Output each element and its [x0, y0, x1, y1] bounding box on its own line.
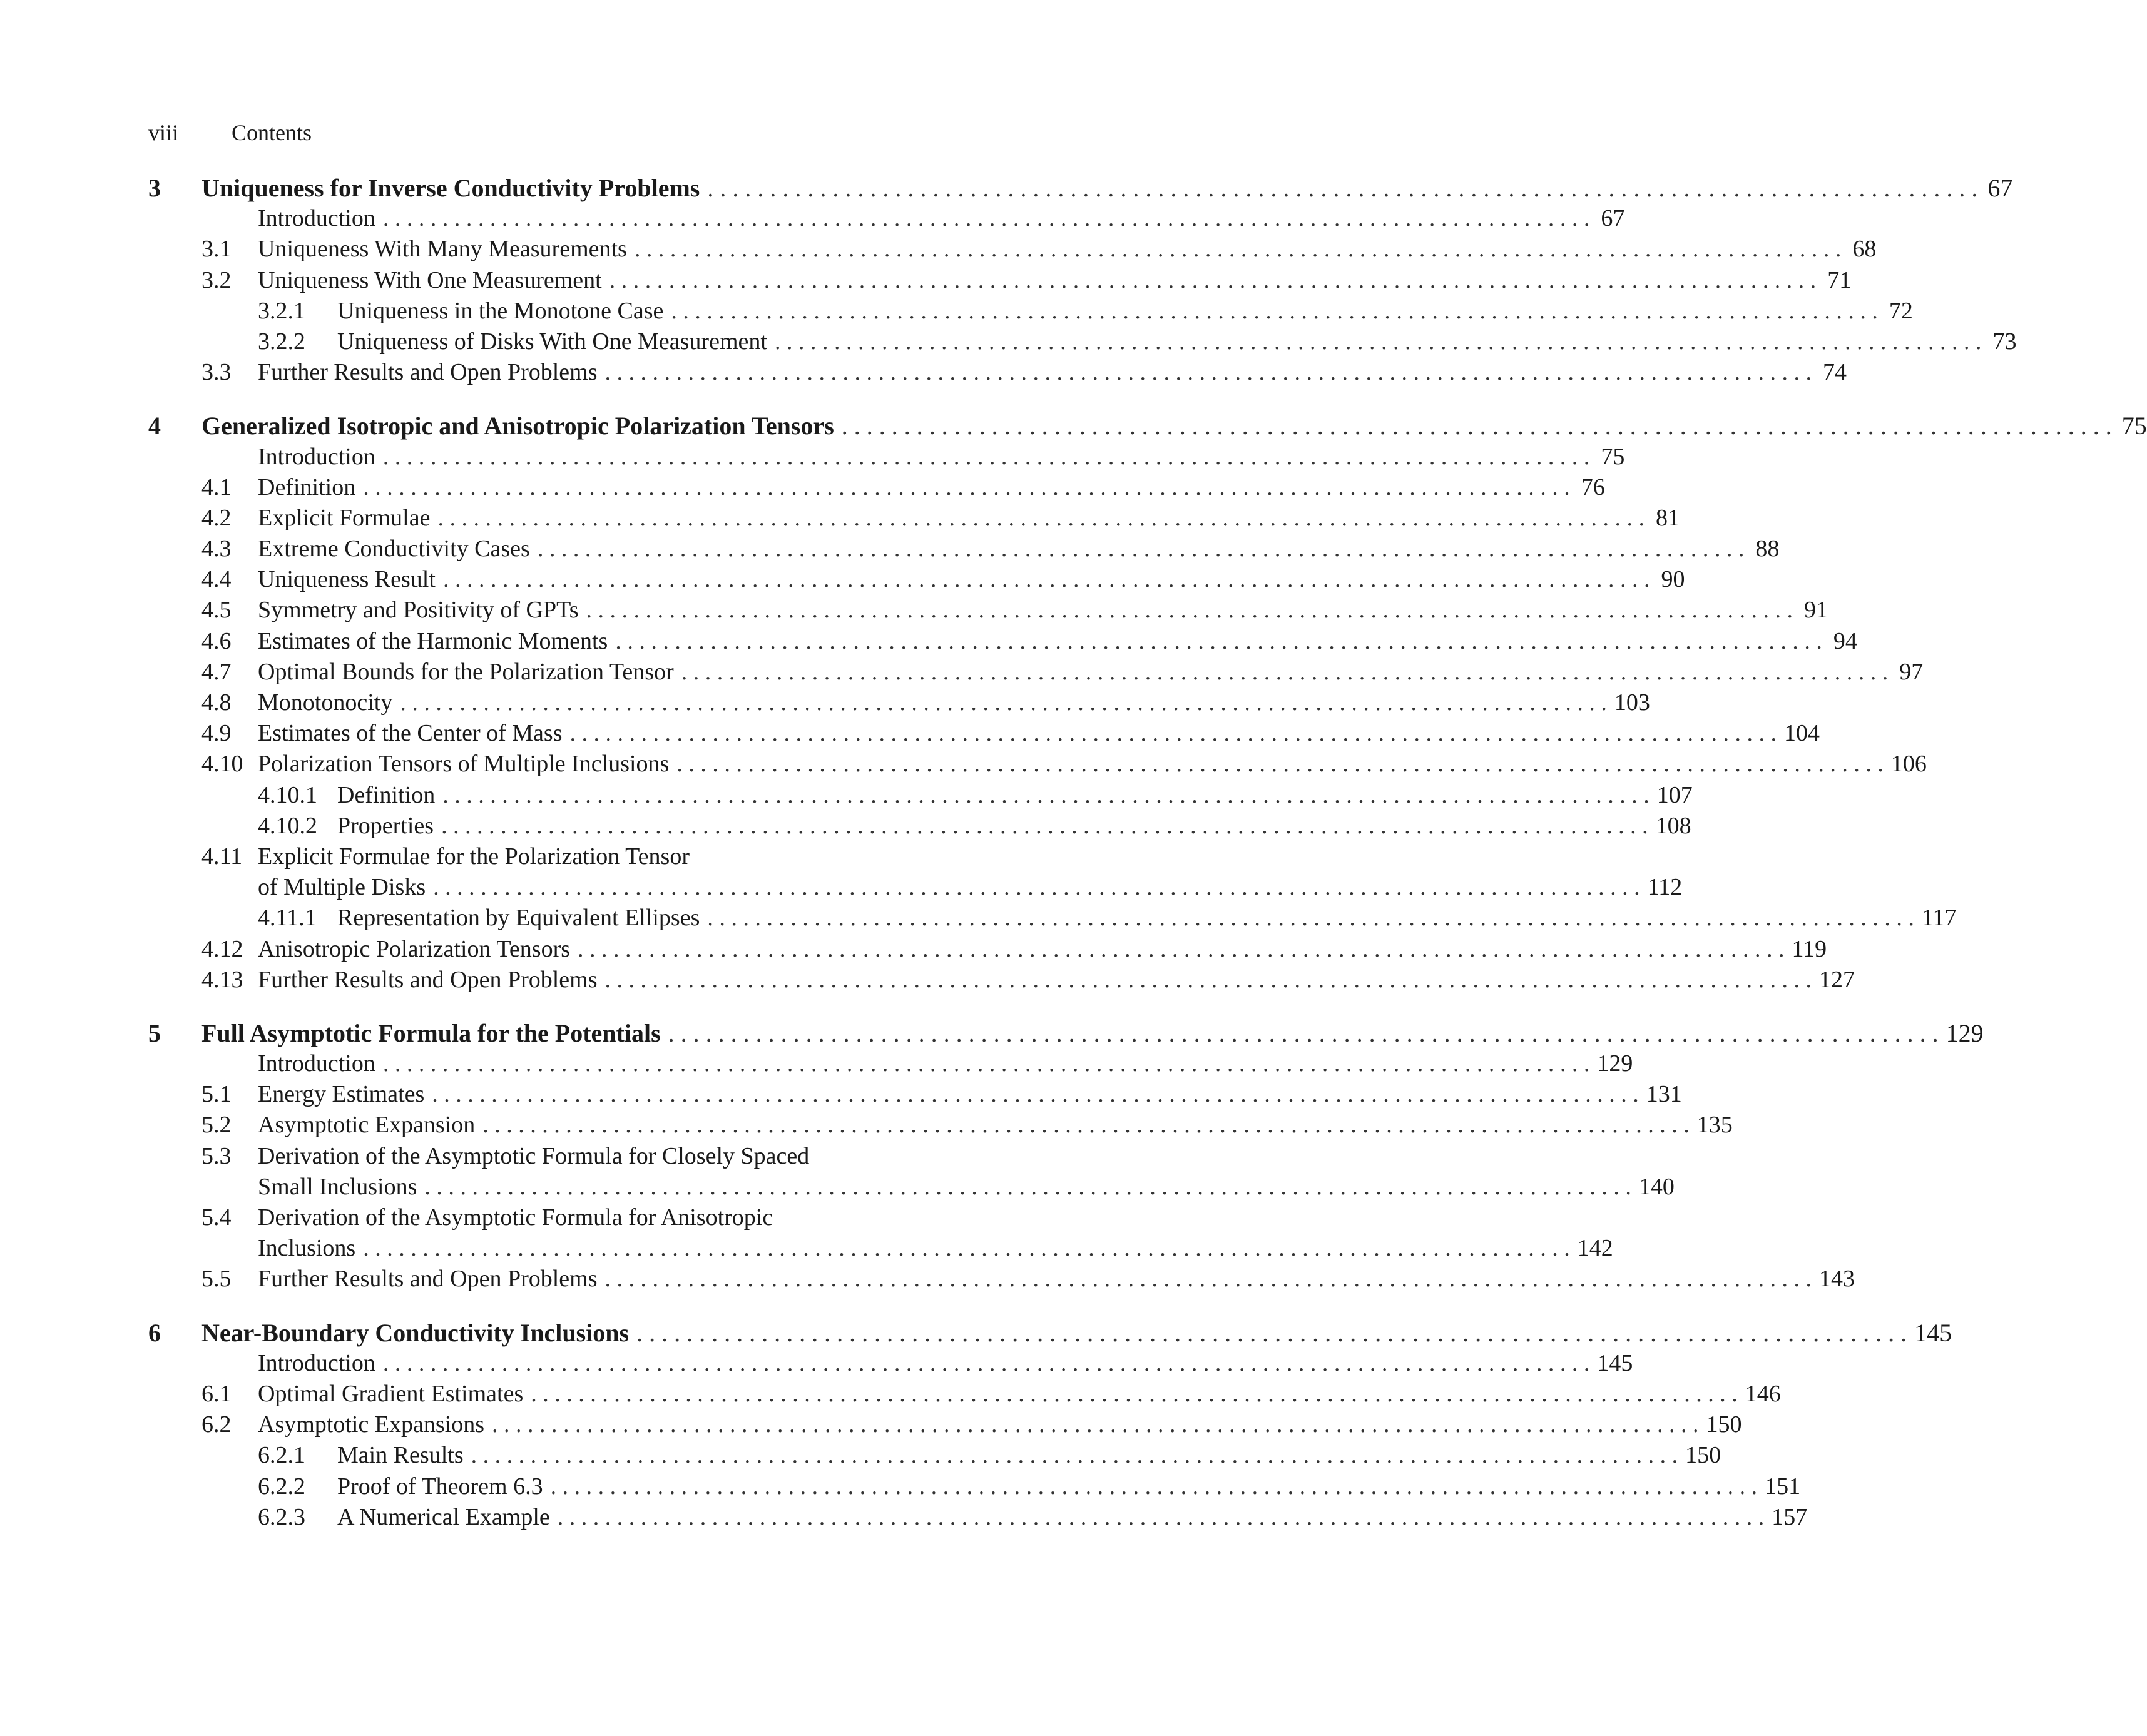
toc-entry-continuation[interactable] — [148, 872, 1683, 903]
entry-number: 6.1 — [201, 1380, 232, 1407]
dot-leader — [570, 718, 1777, 749]
toc-subentry[interactable] — [148, 327, 2017, 357]
entry-page: 150 — [1706, 1411, 1742, 1438]
entry-title: Asymptotic Expansion — [258, 1112, 476, 1139]
table-of-contents — [148, 173, 2147, 1555]
entry-title: Optimal Bounds for the Polarization Tensor — [258, 658, 674, 685]
entry-number: 4.3 — [201, 536, 232, 562]
entry-title: Definition — [337, 781, 436, 808]
toc-entry[interactable] — [148, 1079, 1682, 1110]
running-head — [148, 118, 312, 148]
entry-title: Uniqueness of Disks With One Measurement — [337, 328, 767, 355]
chapter-heading[interactable] — [148, 1317, 1952, 1348]
entry-title: Representation by Equivalent Ellipses — [337, 905, 700, 931]
entry-number: 6.2.3 — [258, 1503, 305, 1530]
entry-title: Proof of Theorem 6.3 — [337, 1473, 543, 1500]
entry-number: 3.2.1 — [258, 297, 305, 324]
entry-page: 103 — [1614, 689, 1650, 716]
entry-page: 150 — [1685, 1442, 1721, 1469]
entry-page: 67 — [1987, 174, 2013, 202]
entry-page: 135 — [1696, 1112, 1733, 1139]
entry-number: 4.11 — [201, 843, 243, 870]
entry-title: Asymptotic Expansions — [258, 1411, 485, 1438]
entry-page: 90 — [1661, 566, 1685, 593]
entry-number: 4.1 — [201, 474, 232, 500]
entry-page: 117 — [1921, 905, 1957, 931]
page-folio: viii — [148, 120, 179, 145]
entry-page: 75 — [1601, 443, 1625, 470]
dot-leader — [707, 173, 1977, 203]
dot-leader — [442, 780, 1650, 811]
chapter-block — [148, 1018, 1984, 1295]
dot-leader — [668, 1018, 1939, 1048]
dot-leader — [605, 965, 1812, 995]
toc-entry[interactable] — [148, 1141, 1012, 1172]
entry-number: 4.13 — [201, 966, 243, 993]
entry-title: Extreme Conductivity Cases — [258, 536, 530, 562]
entry-number: 3.2 — [201, 266, 232, 293]
entry-number: 4.5 — [201, 597, 232, 624]
dot-leader — [424, 1172, 1631, 1202]
dot-leader — [432, 1079, 1639, 1110]
entry-page: 145 — [1914, 1318, 1952, 1347]
entry-page: 75 — [2121, 412, 2147, 440]
entry-title: Polarization Tensors of Multiple Inclusions — [258, 751, 670, 778]
entry-page: 129 — [1597, 1050, 1633, 1077]
entry-page: 108 — [1655, 812, 1691, 839]
entry-title: Uniqueness With One Measurement — [258, 266, 602, 293]
entry-title: Near-Boundary Conductivity Inclusions — [201, 1318, 630, 1347]
entry-title: Introduction — [258, 1349, 375, 1376]
entry-number: 6 — [148, 1318, 161, 1347]
entry-title: A Numerical Example — [337, 1503, 550, 1530]
toc-subentry[interactable] — [148, 780, 1693, 811]
entry-title: Introduction — [258, 1050, 375, 1077]
entry-page: 140 — [1638, 1173, 1675, 1200]
dot-leader — [842, 410, 2112, 441]
entry-page: 145 — [1597, 1349, 1633, 1376]
entry-page: 119 — [1792, 935, 1827, 962]
chapter-block — [148, 173, 2017, 388]
entry-number: 5.3 — [201, 1142, 232, 1169]
entry-number: 4.2 — [201, 504, 232, 531]
dot-leader — [558, 1502, 1765, 1533]
dot-leader — [676, 749, 1884, 779]
toc-entry[interactable] — [148, 1202, 1012, 1233]
entry-title: Estimates of the Center of Mass — [258, 720, 563, 747]
chapter-block — [148, 1317, 1952, 1533]
entry-title: Introduction — [258, 205, 375, 232]
entry-page: 104 — [1784, 720, 1820, 747]
toc-entry[interactable] — [148, 357, 1847, 388]
dot-leader — [383, 203, 1590, 234]
dot-leader — [400, 688, 1607, 718]
dot-leader — [441, 811, 1648, 841]
entry-number: 6.2.1 — [258, 1442, 305, 1469]
chapter-block — [148, 410, 2147, 995]
dot-leader — [383, 442, 1590, 472]
entry-title: of Multiple Disks — [258, 874, 426, 901]
entry-page: 94 — [1833, 627, 1857, 654]
entry-page: 68 — [1852, 236, 1877, 263]
entry-title: Further Results and Open Problems — [258, 966, 598, 993]
toc-entry[interactable] — [148, 965, 1855, 995]
toc-subentry[interactable] — [148, 1440, 1721, 1471]
toc-entry-continuation[interactable] — [148, 1233, 1613, 1264]
dot-leader — [471, 1440, 1678, 1471]
entry-number: 4.11.1 — [258, 905, 317, 931]
dot-leader — [578, 934, 1785, 965]
toc-entry[interactable] — [148, 934, 1827, 965]
entry-title: Further Results and Open Problems — [258, 359, 598, 386]
toc-subentry[interactable] — [148, 1471, 1801, 1502]
entry-title: Symmetry and Positivity of GPTs — [258, 597, 579, 624]
entry-page: 72 — [1889, 297, 1913, 324]
toc-entry-introduction[interactable] — [148, 442, 1625, 472]
entry-page: 146 — [1745, 1380, 1781, 1407]
entry-page: 81 — [1655, 504, 1680, 531]
entry-page: 143 — [1819, 1266, 1855, 1292]
entry-number: 4.6 — [201, 627, 232, 654]
dot-leader — [707, 903, 1914, 933]
toc-entry[interactable] — [148, 564, 1685, 595]
entry-page: 106 — [1890, 751, 1927, 778]
dot-leader — [551, 1471, 1758, 1502]
dot-leader — [775, 327, 1982, 357]
entry-number: 3.1 — [201, 236, 232, 263]
entry-page: 88 — [1755, 536, 1780, 562]
toc-subentry[interactable] — [148, 296, 1913, 327]
entry-page: 112 — [1647, 874, 1683, 901]
toc-entry[interactable] — [148, 265, 1852, 296]
entry-number: 5.1 — [201, 1081, 232, 1108]
dot-leader — [433, 872, 1640, 903]
toc-entry[interactable] — [148, 718, 1820, 749]
entry-title: Uniqueness With Many Measurements — [258, 236, 627, 263]
entry-page: 127 — [1819, 966, 1855, 993]
dot-leader — [383, 1348, 1590, 1379]
toc-subentry[interactable] — [148, 903, 1957, 933]
entry-title: Full Asymptotic Formula for the Potentials — [201, 1018, 661, 1047]
entry-title: Optimal Gradient Estimates — [258, 1380, 524, 1407]
entry-number: 5.4 — [201, 1204, 232, 1231]
entry-page: 97 — [1899, 658, 1924, 685]
dot-leader — [363, 472, 1570, 503]
dot-leader — [609, 265, 1817, 296]
entry-page: 131 — [1646, 1081, 1682, 1108]
entry-number: 4.4 — [201, 566, 232, 593]
toc-entry[interactable] — [148, 657, 1924, 688]
entry-title: Properties — [337, 812, 434, 839]
entry-number: 4.8 — [201, 689, 232, 716]
entry-page: 142 — [1577, 1235, 1613, 1262]
entry-title: Derivation of the Asymptotic Formula for Anisotropic — [258, 1204, 773, 1231]
toc-entry-introduction[interactable] — [148, 1348, 1633, 1379]
toc-entry[interactable] — [148, 503, 1680, 534]
entry-page: 74 — [1823, 359, 1847, 386]
entry-title: Generalized Isotropic and Anisotropic Polarization Tensors — [201, 412, 834, 440]
toc-entry[interactable] — [148, 534, 1780, 564]
entry-number: 3 — [148, 174, 161, 202]
dot-leader — [635, 234, 1842, 265]
entry-title: Monotonocity — [258, 689, 393, 716]
entry-title: Introduction — [258, 443, 375, 470]
entry-number: 3.3 — [201, 359, 232, 386]
toc-entry[interactable] — [148, 1110, 1733, 1140]
entry-title: Explicit Formulae — [258, 504, 431, 531]
entry-page: 151 — [1765, 1473, 1801, 1500]
entry-number: 4.10 — [201, 751, 243, 778]
entry-title: Estimates of the Harmonic Moments — [258, 627, 608, 654]
entry-number: 6.2 — [201, 1411, 232, 1438]
entry-title: Energy Estimates — [258, 1081, 425, 1108]
chapter-heading[interactable] — [148, 173, 2013, 203]
entry-number: 4.10.2 — [258, 812, 317, 839]
entry-page: 157 — [1772, 1503, 1808, 1530]
entry-page: 91 — [1803, 597, 1828, 624]
entry-page: 67 — [1601, 205, 1625, 232]
entry-page: 76 — [1581, 474, 1605, 500]
entry-page: 71 — [1827, 266, 1852, 293]
toc-entry[interactable] — [148, 1409, 1742, 1440]
dot-leader — [437, 503, 1645, 534]
entry-title: Uniqueness for Inverse Conductivity Problems — [201, 174, 700, 202]
entry-number: 4.12 — [201, 935, 243, 962]
entry-number: 4.9 — [201, 720, 232, 747]
entry-number: 5.5 — [201, 1266, 232, 1292]
dot-leader — [363, 1233, 1570, 1264]
toc-entry-introduction[interactable] — [148, 203, 1625, 234]
toc-subentry[interactable] — [148, 811, 1691, 841]
dot-leader — [383, 1048, 1590, 1079]
dot-leader — [492, 1409, 1699, 1440]
entry-number: 3.2.2 — [258, 328, 305, 355]
dot-leader — [482, 1110, 1690, 1140]
entry-page: 73 — [1992, 328, 2017, 355]
dot-leader — [443, 564, 1650, 595]
entry-title: Further Results and Open Problems — [258, 1266, 598, 1292]
entry-title: Derivation of the Asymptotic Formula for Closely Spaced — [258, 1142, 810, 1169]
dot-leader — [605, 1264, 1812, 1294]
entry-number: 4.7 — [201, 658, 232, 685]
toc-entry[interactable] — [148, 688, 1650, 718]
entry-title: Uniqueness in the Monotone Case — [337, 297, 664, 324]
entry-title: Inclusions — [258, 1235, 356, 1262]
chapter-heading[interactable] — [148, 410, 2147, 441]
entry-number: 6.2.2 — [258, 1473, 305, 1500]
entry-title: Uniqueness Result — [258, 566, 436, 593]
dot-leader — [531, 1379, 1738, 1409]
dot-leader — [605, 357, 1812, 388]
entry-title: Anisotropic Polarization Tensors — [258, 935, 571, 962]
entry-title: Small Inclusions — [258, 1173, 417, 1200]
toc-entry[interactable] — [148, 749, 1927, 779]
toc-entry[interactable] — [148, 595, 1828, 626]
toc-entry-introduction[interactable] — [148, 1048, 1633, 1079]
toc-entry[interactable] — [148, 1379, 1781, 1409]
entry-page: 107 — [1656, 781, 1693, 808]
entry-title: Explicit Formulae for the Polarization Tensor — [258, 843, 690, 870]
toc-entry[interactable] — [148, 234, 1877, 265]
dot-leader — [615, 626, 1822, 657]
running-title: Contents — [232, 120, 312, 145]
chapter-heading[interactable] — [148, 1018, 1984, 1048]
entry-page: 129 — [1946, 1018, 1984, 1047]
entry-title: Main Results — [337, 1442, 464, 1469]
dot-leader — [636, 1317, 1907, 1348]
toc-entry[interactable] — [148, 626, 1857, 657]
toc-entry-continuation[interactable] — [148, 1172, 1675, 1202]
dot-leader — [681, 657, 1889, 688]
toc-entry[interactable] — [148, 841, 1012, 872]
entry-number: 5.2 — [201, 1112, 232, 1139]
entry-number: 4 — [148, 412, 161, 440]
entry-number: 5 — [148, 1018, 161, 1047]
toc-entry[interactable] — [148, 1264, 1855, 1294]
toc-subentry[interactable] — [148, 1502, 1808, 1533]
dot-leader — [671, 296, 1878, 327]
dot-leader — [586, 595, 1793, 626]
entry-title: Definition — [258, 474, 356, 500]
toc-entry[interactable] — [148, 472, 1605, 503]
entry-number: 4.10.1 — [258, 781, 317, 808]
dot-leader — [538, 534, 1745, 564]
